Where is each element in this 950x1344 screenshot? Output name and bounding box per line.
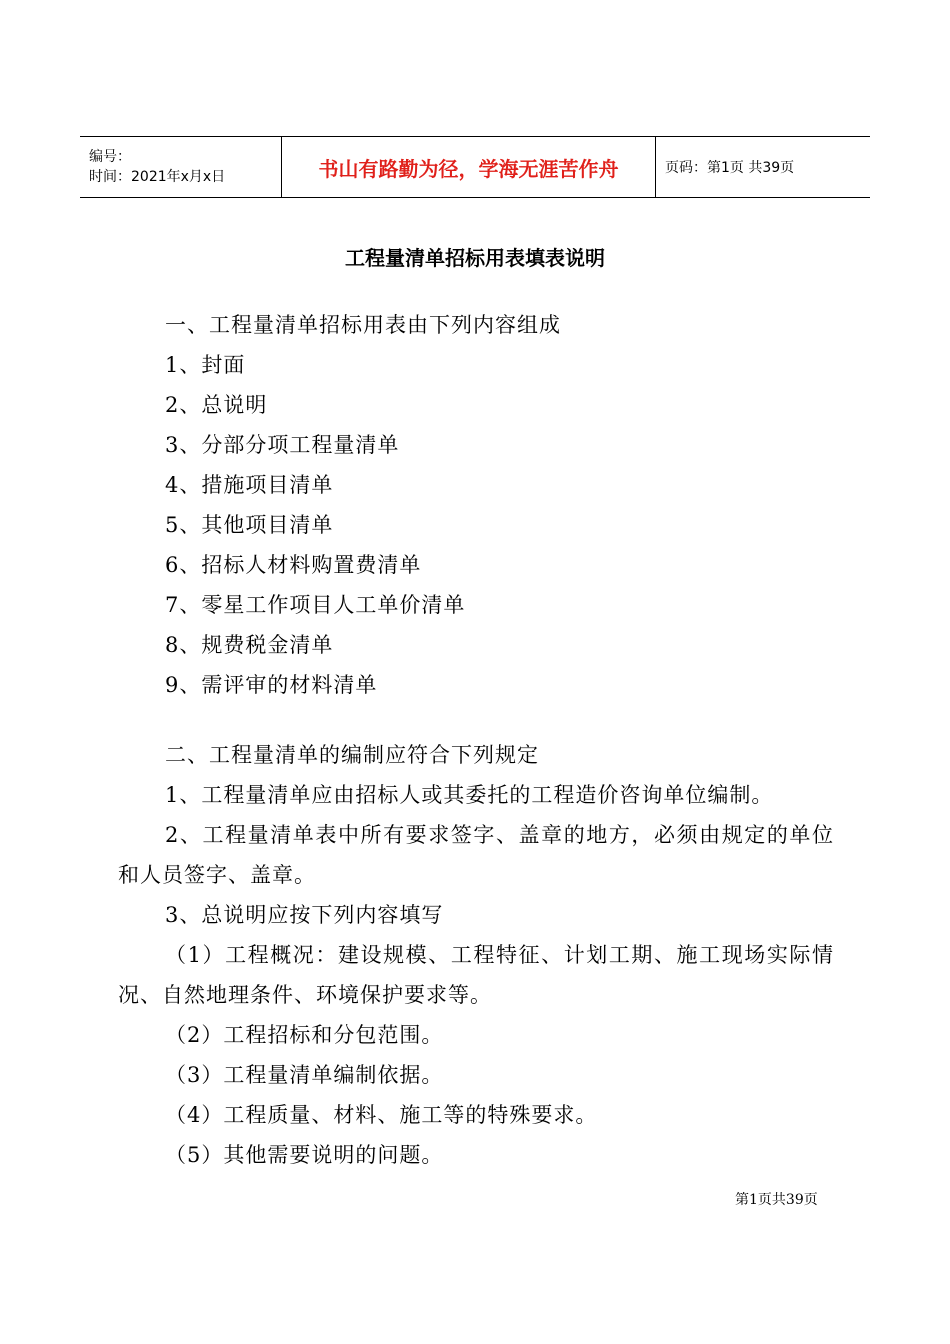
list-item: 1、封面 [165, 353, 246, 377]
document-title: 工程量清单招标用表填表说明 [345, 246, 605, 270]
list-item: 4、措施项目清单 [165, 473, 334, 497]
document-body [118, 305, 834, 1175]
list-item: 9、需评审的材料清单 [165, 673, 378, 697]
list-item: （1）工程概况：建设规模、工程特征、计划工期、施工现场实际情况、自然地理条件、环境保护要求等。 [118, 943, 834, 1007]
footer-page-number: 第1页共39页 [735, 1192, 818, 1208]
header-meta-cell [80, 137, 282, 197]
header-page-info: 页码：第1页 共39页 [665, 160, 795, 176]
list-item: （5）其他需要说明的问题。 [165, 1143, 444, 1167]
list-item: 7、零星工作项目人工单价清单 [165, 593, 466, 617]
document-number-label: 编号： [89, 149, 131, 165]
list-item: （3）工程量清单编制依据。 [165, 1063, 444, 1087]
list-item: （2）工程招标和分包范围。 [165, 1023, 444, 1047]
section-1-heading: 一、工程量清单招标用表由下列内容组成 [165, 313, 561, 337]
list-item: 8、规费税金清单 [165, 633, 334, 657]
list-item: 1、工程量清单应由招标人或其委托的工程造价咨询单位编制。 [165, 783, 774, 807]
list-item: 3、分部分项工程量清单 [165, 433, 400, 457]
list-item: （4）工程质量、材料、施工等的特殊要求。 [165, 1103, 598, 1127]
list-item: 2、总说明 [165, 393, 268, 417]
header-table [80, 136, 870, 198]
list-item: 2、工程量清单表中所有要求签字、盖章的地方，必须由规定的单位和人员签字、盖章。 [118, 823, 834, 887]
list-item: 3、总说明应按下列内容填写 [165, 903, 444, 927]
document-time-label: 时间：2021年x月x日 [89, 169, 226, 185]
list-item: 6、招标人材料购置费清单 [165, 553, 422, 577]
list-item: 5、其他项目清单 [165, 513, 334, 537]
paragraph-spacer [118, 705, 834, 735]
header-motto-cell [282, 137, 656, 197]
header-motto: 书山有路勤为径，学海无涯苦作舟 [318, 156, 619, 181]
header-page-cell [656, 137, 870, 197]
section-2-heading: 二、工程量清单的编制应符合下列规定 [165, 743, 539, 767]
